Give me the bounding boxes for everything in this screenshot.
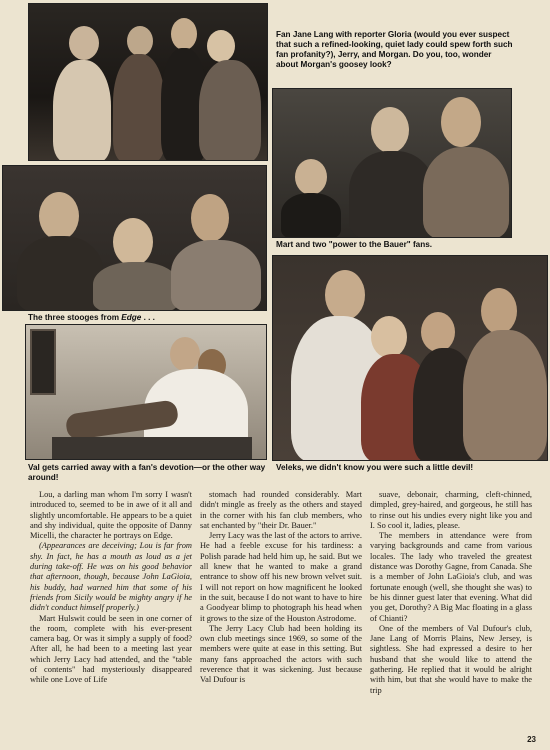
paragraph: Jerry Lacy was the last of the actors to arrive. He had a feeble excuse for his tardiness: a Polish parade had held him up, he said. But we all knew that he wanted to make a grand entrance to show off his new brown velvet suit. I will not report on how magnificent he looked in the suit, because I do not want to have to hire a Goodyear blimp to photograph his head when it grows to the size of the Houston Astrodome. (200, 531, 362, 623)
text-column-2 (200, 490, 362, 745)
page-number: 23 (527, 735, 536, 744)
photo-bottom-left (25, 324, 267, 460)
photo-bottom-right (272, 255, 548, 461)
photo-mid-right (272, 88, 512, 238)
photo-top-left (28, 3, 268, 161)
photo-mid-left (2, 165, 267, 311)
text-column-1 (30, 490, 192, 745)
paragraph: One of the members of Val Dufour's club, Jane Lang of Morris Plains, New Jersey, is sightless. She had expressed a desire to her husband that she would like to attend the gathering. He replied that it would be alright with him, but that she would have to make the trip (370, 623, 532, 695)
paragraph: suave, debonair, charming, cleft-chinned, dimpled, grey-haired, and gorgeous, he still has to rinse out his undies every night like you and I. So cool it, ladies, please. (370, 490, 532, 530)
caption-mid-left (28, 313, 268, 323)
caption-mid-left-pre: The three stooges from (28, 313, 122, 322)
text-column-3 (370, 490, 532, 745)
paragraph: The Jerry Lacy Club had been holding its own club meetings since 1969, so some of the members were quite at ease in this setting. But many fans approached the actors with such reverence that it was sickening. Just because Val Dufour is (200, 623, 362, 685)
paragraph: stomach had rounded considerably. Mart didn't mingle as freely as the others and stayed in the corner with his fan club members, who sat enchanted by "their Dr. Bauer." (200, 490, 362, 530)
caption-mid-left-post: . . . (141, 313, 155, 322)
caption-mid-right: Mart and two "power to the Bauer" fans. (276, 240, 433, 249)
caption-top-right: Fan Jane Lang with reporter Gloria (would you ever suspect that such a refined-looking, quiet lady could spew forth such fan profanity?), Jerry, and Morgan. Do you, too, wonder about Morgan's goosey look? (276, 30, 513, 69)
paragraph: The members in attendance were from varying backgrounds and came from various locales. The lady who traveled the greatest distance was Dorothy Gagne, from Canada. She is a member of John LaGioia's club, and was fortunate enough (well, she thought she was) to be his dinner guest later that evening. What did you get, Dorothy? A Big Mac floating in a glass of Chianti? (370, 531, 532, 623)
paragraph: (Appearances are deceiving; Lou is far from shy. In fact, he has a mouth as loud as a jet during take-off. He was on his good behavior that afternoon, though, because John LaGioia, his buddy, had warned him that some of his friends from Sicily would be mighty angry if he didn't conduct himself properly.) (30, 541, 192, 613)
caption-bottom-right: Veleks, we didn't know you were such a little devil! (276, 463, 474, 472)
paragraph: Mart Hulswit could be seen in one corner of the room, complete with his ever-present camera bag. Or was it simply a supply of food? After all, he had been to a meeting last year which Jerry Lacy had attended, and the "table of contents" had mysteriously disappeared while one Love of Life (30, 613, 192, 685)
caption-bottom-left: Val gets carried away with a fan's devotion—or the other way around! (28, 463, 266, 482)
paragraph: Lou, a darling man whom I'm sorry I wasn't introduced to, seemed to be in awe of it all and slightly uncomfortable. He appears to be a quiet and shy individual, quite the opposite of Danny Micelli, the character he portrays on Edge. (30, 490, 192, 541)
caption-mid-left-em: Edge (121, 313, 142, 322)
